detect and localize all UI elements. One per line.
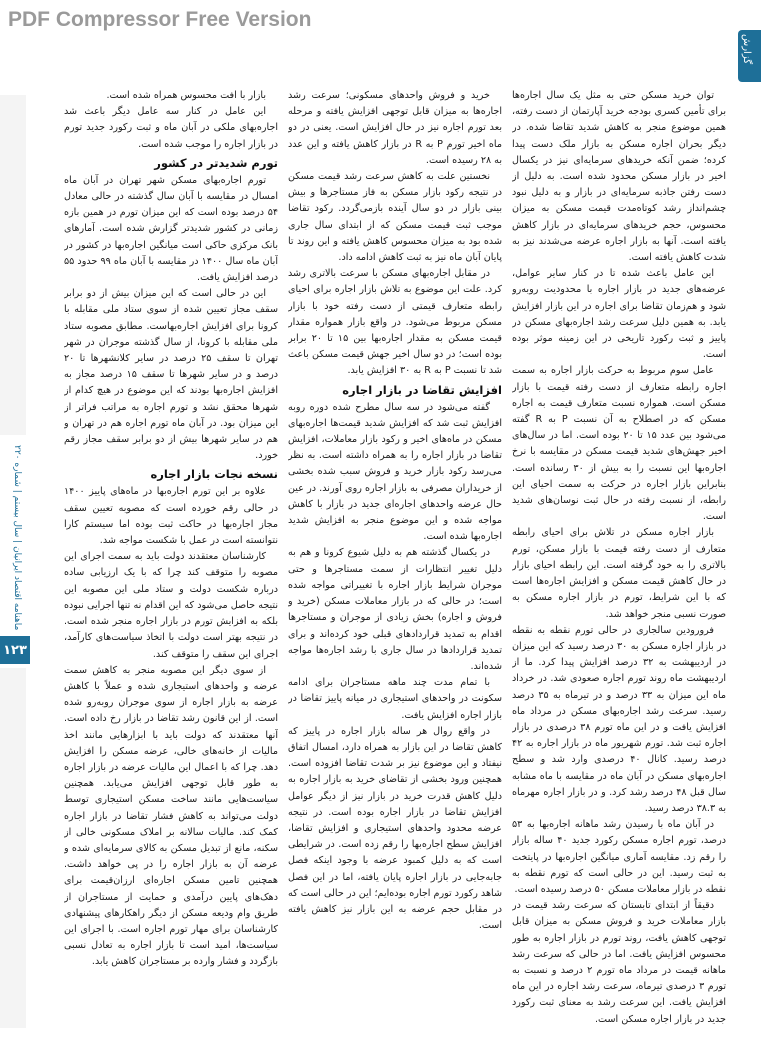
paragraph: دقیقاً از ابتدای تابستان که سرعت رشد قیمت در بازار معاملات خرید و فروش مسکن به میزان قابل توجهی کاهش یافت، روند تورم در بازار اجاره به طور محسوس افزایش یافت. اما در حالی که سرعت رشد ماهانه قیمت در مرداد ماه تورم ۲ درصد و نسبت به تورم ۳ درصدی تیرماه، سرعت رشد اجاره در این ماه افزایش یافت. این سرعت رشد به معنای ثبت رکورد جدید در بازار اجاره مسکن است. xyxy=(512,900,726,1025)
paragraph: فرورودین سالجاری در حالی تورم نقطه به نقطه در بازار اجاره مسکن به ۳۰ درصد رسید که این میزان در اردیبهشت به ۳۲ درصد افزایش پیدا کرد. ما از اردیبهشت ماه روند تورم اجاره صعودی شد. در خرداد ماه این میزان به ۳۳ درصد و در تیرماه به ۳۵ درصد رسید. سرعت رشد اجاره‌بهای مسکن در مرداد ماه افزایش یافت و در این ماه تورم ۳۸ درصدی در بازار اجاره ثبت شد. تورم شهریور ماه در بازار اجاره به ۴۲ درصد رسید. کانال ۴۰ درصدی وارد شد و سطح اجاره‌بهای مسکن در آبان ماه در مقایسه با ماه مشابه سال قبل ۴۸ درصد رشد کرد. و در بازار اجاره مهرماه به ۳۸.۳ درصد رسید. xyxy=(512,624,726,814)
margin-strip-top xyxy=(0,95,26,435)
paragraph: خرید و فروش واحدهای مسکونی؛ سرعت رشد اجاره‌ها به میزان قابل توجهی افزایش یافته و مرحله بعد تورم اجاره نیز در حال افزایش است. یعنی در دو ماه اخیر تورم P به R در بازار کاهش یافته و این عدد به ۲۸ رسیده است. xyxy=(288,90,502,166)
text-column-left xyxy=(64,88,278,1028)
section-heading: افزایش تقاضا در بازار اجاره xyxy=(342,382,502,397)
pdf-compressor-watermark: PDF Compressor Free Version xyxy=(8,8,312,31)
paragraph: عامل سوم مربوط به حرکت بازار اجاره به سمت اجاره رابطه متعارف از دست رفته قیمت با بازار مسکن است. همواره نسبت متعارف قیمت به اجاره مسکن که در اصطلاح به آن نسبت P به R گفته می‌شود بین عدد ۱۵ تا ۲۰ بوده است. اما در سال‌های اخیر جهش‌های شدید قیمت مسکن در مقایسه با نرخ اجاره‌بها این نسبت را به بیش از ۳۰ رسانده است. بنابراین بازار اجاره در حرکت به سمت احیای این رابطه، از نسبت رفته در حال ثبت نوسان‌های شدید است. xyxy=(512,365,726,523)
paragraph: در یکسال گذشته هم به دلیل شیوع کرونا و هم به دلیل تغییر انتظارات از سمت مستاجرها و حتی موجران شرایط بازار اجاره با تغییراتی مواجه شده است؛ در حالی که در بازار معاملات مسکن (خرید و فروش و اجاره) بخش زیادی از موجران و مستاجرها اقدام به تمدید قراردادهای قبلی خود کرده‌اند و برای تمدید قراردادها در سال جاری با رشد اجاره‌ها مواجه شده‌اند. xyxy=(288,547,502,672)
section-tab xyxy=(738,30,761,82)
paragraph: بازار با افت محسوس همراه شده است. xyxy=(106,90,266,101)
paragraph: علاوه بر این تورم اجاره‌بها در ماه‌های پاییز ۱۴۰۰ در حالی رقم خورده است که مصوبه تعیین سقف مجاز اجاره‌بها در حاکت ثبت بوده اما سیستم کارا نتوانسته است در عمل با شکست مواجه شد. xyxy=(64,486,278,547)
paragraph: این عامل در کنار سه عامل دیگر باعث شد اجاره‌بهای ملکی در آبان ماه و ثبت رکورد جدید تورم در بازار اجاره را موجب شده است. xyxy=(64,106,278,150)
paragraph: در آبان ماه با رسیدن رشد ماهانه اجاره‌بها به ۵۳ درصد، تورم اجاره مسکن رکورد جدید ۴۰ ساله بازار را رقم زد. مقایسه آماری میانگین اجاره‌بها در پایتخت به ثبت رسید. این در حالی است که تورم نقطه به نقطه در بازار معاملات مسکن ۵۰ درصد رسیده است. xyxy=(512,819,726,895)
margin-strip-bottom xyxy=(0,668,26,1028)
text-column-right xyxy=(512,88,726,1028)
paragraph: این در حالی است که این میزان بیش از دو برابر سقف مجاز تعیین شده از سوی ستاد ملی مقابله با کرونا برای افزایش اجاره‌بهاست. مطابق مصوبه ستاد ملی مقابله با کرونا، از سال گذشته موجران در شهر تهران تا سقف ۲۵ درصد در سایر کلانشهرها تا ۲۰ درصد و در سایر شهرها تا سقف ۱۵ درصد مجاز به افزایش اجاره‌بها بودند که این موضوع در هیچ کدام از شهرها محقق نشد و تورم اجاره به مراتب فراتر از این میزان بود. در آبان ماه تورم اجاره هم در تهران و هم در سایر شهرها بیش از دو برابر سقف مجاز رقم خورد. xyxy=(64,288,278,462)
paragraph: در مقابل اجاره‌بهای مسکن با سرعت بالاتری رشد کرد. علت این موضوع به تلاش بازار اجاره برای احیای رابطه متعارف قیمتی از دست رفته خود با بازار مسکن مربوط می‌شود. در واقع بازار همواره مقدار قیمت مسکن به مقدار اجاره‌بها بین ۱۵ تا ۲۰ برابر بوده است؛ در دو سال اخیر جهش قیمت مسکن باعث شد تا نسبت P به R به ۳۰ افزایش یابد. xyxy=(288,268,502,377)
paragraph: با تمام مدت چند ماهه مستاجران برای ادامه سکونت در واحدهای استیجاری در میانه پاییز تقاضا در بازار اجاره افزایش یافت. xyxy=(288,677,502,721)
section-heading: تورم شدیدتر در کشور xyxy=(154,155,278,170)
text-column-middle xyxy=(288,88,502,1028)
paragraph: تورم اجاره‌بهای مسکن شهر تهران در آبان ماه امسال در مقایسه با آبان سال گذشته در حالی معادل ۵۴ درصد بوده است که این میزان تورم در همین بازه زمانی در کشور شدیدتر گزارش شده است. آمارهای بانک مرکزی حاکی است میانگین اجاره‌بها در کشور در آبان ماه سال ۱۴۰۰ در مقایسه با آبان ماه ۹۹ حدود ۵۵ درصد افزایش یافت. xyxy=(64,174,278,284)
paragraph: گفته می‌شود در سه سال مطرح شده دوره رو‌به افزایش ثبت شد که افزایش شدید قیمت‌ها اجاره‌بهای مسکن در ماه‌های اخیر و رکود بازار معاملات، افزایش تقاضا در بازار اجاره را به همراه داشته است. به نظر می‌رسد رکود بازار خرید و فروش سبب شده بخشی از خریداران مصرفی به بازار اجاره روی آورند. در عین حال عرضه واحدهای اجاره‌ای جدید در بازار با کاهش مواجه شده و این موضوع منجر به افزایش شدید اجاره‌بها شده است. xyxy=(288,401,502,543)
paragraph: این عامل باعث شده تا در کنار سایر عوامل، عرضه‌های جدید در بازار اجاره با محدودیت روبه‌رو شود و هم‌زمان تقاضا برای اجاره در این بازار افزایش یابد. به همین دلیل سرعت رشد اجاره‌بهای مسکن در پاییز و ثبت رکورد تاریخی در این زمینه موثر بوده است. xyxy=(512,268,726,361)
paragraph: در واقع روال هر ساله بازار اجاره در پاییز که کاهش تقاضا در این بازار به همراه دارد، امسال اتفاق نیفتاد و این موضوع نیز بر شدت تقاضا افزوده است. همچنین ورود بخشی از تقاضای خرید به بازار اجاره به دلیل کاهش قدرت خرید در بازار نیز از دیگر عوامل افزایش تقاضا در بازار اجاره بوده است. در نتیجه عرضه محدود واحدهای استیجاری و افزایش تقاضا، افزایش سطح اجاره‌بها را رقم زده است. در شرایطی است که به دلیل کمبود عرضه با وجود اینکه فصل جابه‌جایی در بازار اجاره پایان یافته، اما در این فصل شاهد رکورد تورم اجاره بوده‌ایم؛ این در حالی است که در مقابل حجم عرضه به این بازار نیز کاهش یافته است. xyxy=(288,725,502,932)
paragraph: از سوی دیگر این مصوبه منجر به کاهش سمت عرضه و واحدهای استیجاری شده و عملاً با کاهش عرضه به بازار اجاره از سوی موجران روبه‌رو شده است. از این قانون رشد تقاضا در بازار رخ داده است. آنها معتقدند که دولت باید با ابزارهایی مانند اخذ مالیات از خانه‌های خالی، عرضه مسکن را افزایش دهد. چرا که با اعمال این مالیات عرضه در بازار اجاره به طور قابل توجهی افزایش می‌یابد. همچنین سیاست‌هایی مانند ساخت مسکن استیجاری توسط دولت می‌تواند به کاهش فشار تقاضا در بازار اجاره کمک کند. مالیات سالانه بر املاک مسکونی خالی از سکنه، مانع از تبدیل مسکن به کالای سرمایه‌ای شده و عرضه آن به بازار اجاره را در پی خواهد داشت. همچنین تامین مسکن اجاره‌ای ارزان‌قیمت برای دهک‌های پایین درآمدی و حمایت از مستاجران از طریق وام ودیعه مسکن از دیگر راهکارهای پیشنهادی کارشناسان برای مهار تورم اجاره است. با اجرای این سیاست‌ها، امید است تا بازار اجاره به تعادل نسبی بازگردد و فشار وارده بر مستاجران کاهش یابد. xyxy=(64,664,278,968)
paragraph: توان خرید مسکن حتی به مثل یک سال اجاره‌ها برای تأمین کسری بودجه خرید آپارتمان از دست رفته، همین موضوع منجر به کاهش شدید تقاضا شده. در دیگر بحران اجاره مسکن به بازار ملک دست پیدا کرده؛ ضمن آنکه خریدهای سرمایه‌ای نیز در یکسال اخیر در بازار مسکن محدود شده است. به دلیل از دست رفتن جاذبه سرمایه‌ای در بازار و به دلیل نبود چشم‌انداز رشد کوتاه‌مدت قیمت مسکن به میزان محسوس، حجم خریدهای سرمایه‌ای در بازار کاهش یافته است. آنها به بازار اجاره عرضه می‌شدند نیز به شدت کاهش یافته است. xyxy=(512,90,726,264)
page-number: ۱۲۳ xyxy=(0,636,30,664)
paragraph: کارشناسان معتقدند دولت باید به سمت اجرای این مصوبه را متوقف کند چرا که با یک ارزیابی ساده درباره شکست دولت و ستاد ملی این مصوبه این نتیجه حاصل می‌شود که این اقدام نه تنها اجرایی نبوده بلکه به افزایش تورم در بازار اجاره منجر شده است. در نتیجه بهتر است دولت با اتخاذ سیاست‌های کارآمد، اجرای این سقف را متوقف کند. xyxy=(64,551,278,660)
paragraph: نخستین علت به کاهش سرعت رشد قیمت مسکن در نتیجه رکود بازار مسکن به فاز مستاجرها و بیش بینی بازار در دو سال آینده بازمی‌گردد. رکود تقاضا موجب ثبت قیمت مسکن که از ابتدای سال جاری شده بود به میزان محسوس کاهش یافته و این روند تا پایان آبان ماه نیز به ثبت کاهش ادامه داد. xyxy=(288,171,502,264)
running-head: ماهنامه اقتصاد ایرانیان | سال بیستم | شماره ۲۲۰ xyxy=(12,444,22,630)
paragraph: بازار اجاره مسکن در تلاش برای احیای رابطه متعارف از دست رفته قیمت با بازار مسکن، تورم بالاتری را به خود گرفته است. این رابطه احیای بازار در حال کاهش قیمت مسکن و افزایش اجاره‌ها است که با این شرایط، تورم در بازار اجاره مسکن به صورت نسبی منجر خواهد شد. xyxy=(512,527,726,620)
section-heading: نسخه نجات بازار اجاره xyxy=(150,467,278,482)
section-tab-label: گزارش xyxy=(741,34,752,65)
